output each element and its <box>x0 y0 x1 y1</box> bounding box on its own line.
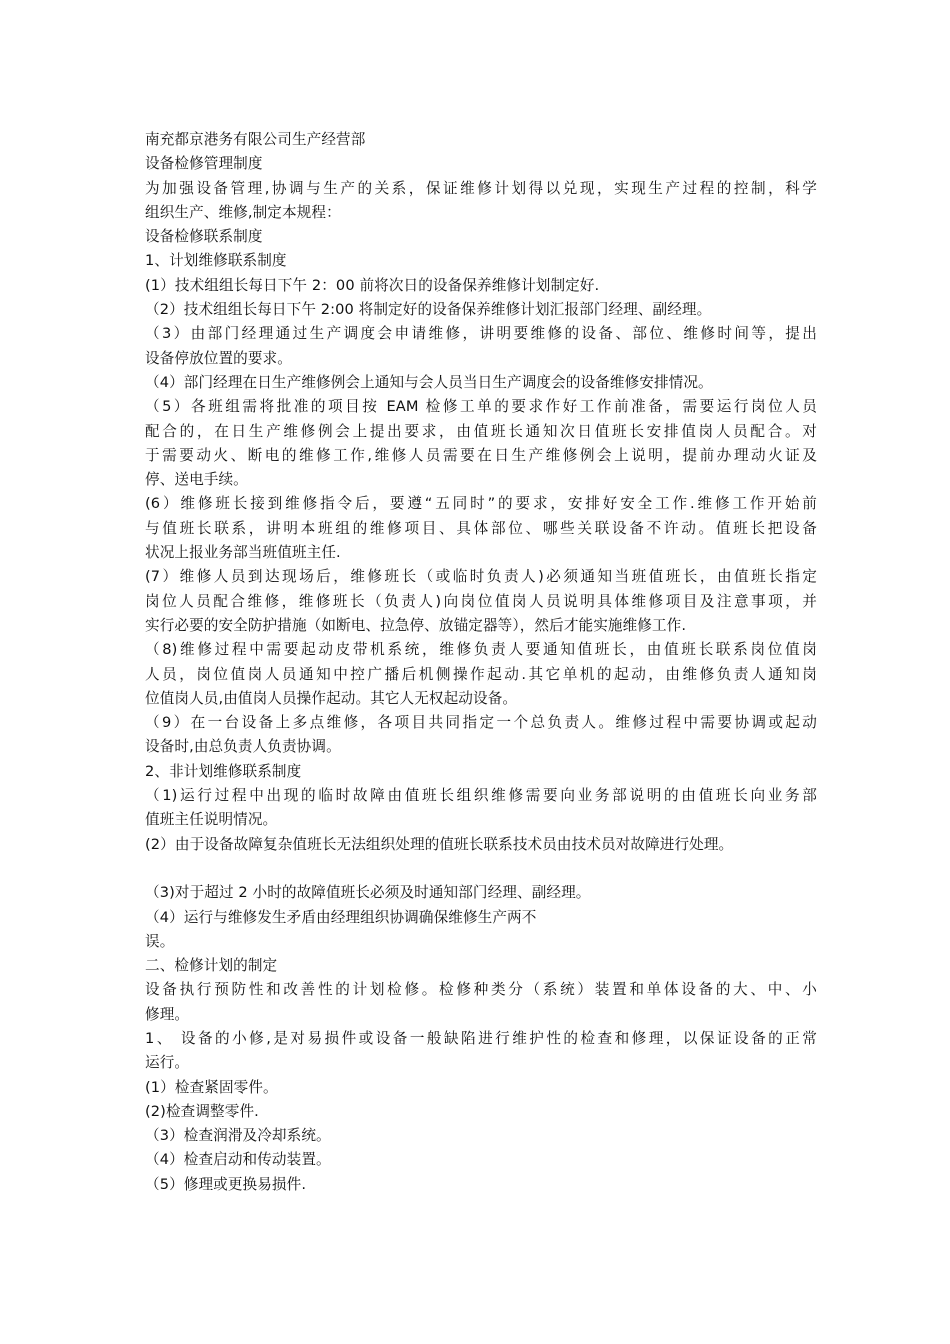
list-item-continuation: 岗位人员配合维修，维修班长（负责人)向岗位值岗人员说明具体维修项目及注意事项，并 <box>145 592 817 610</box>
list-item: （3)对于超过 2 小时的故障值班长必须及时通知部门经理、副经理。 <box>145 884 591 902</box>
list-item: (1）技术组组长每日下午 2：00 前将次日的设备保养维修计划制定好. <box>145 276 600 294</box>
list-item-continuation: 人员，岗位值岗人员通知中控广播后机侧操作起动.其它单机的起动，由维修负责人通知岗 <box>145 665 817 683</box>
list-item: 1、 设备的小修,是对易损件或设备一般缺陷进行维护性的检查和修理，以保证设备的正常 <box>145 1029 817 1047</box>
company-header: 南充都京港务有限公司生产经营部 <box>145 131 366 148</box>
list-item-continuation: 停、送电手续。 <box>145 471 248 489</box>
list-item-continuation: 于需要动火、断电的维修工作,维修人员需要在日生产维修例会上说明，提前办理动火证及 <box>145 446 817 464</box>
list-item: （2）技术组组长每日下午 2:00 将制定好的设备保养维修计划汇报部门经理、副经理。 <box>145 301 712 319</box>
list-item: (7）维修人员到达现场后，维修班长（或临时负责人)必须通知当班值班长，由值班长指定 <box>145 568 817 586</box>
list-item-continuation: 设备停放位置的要求。 <box>145 349 292 367</box>
list-item: (2)检查调整零件. <box>145 1102 259 1120</box>
paragraph-line: 修理。 <box>145 1005 190 1023</box>
list-item: (6）维修班长接到维修指令后，要遵“五同时”的要求，安排好安全工作.维修工作开始前 <box>145 495 817 513</box>
document-title: 设备检修管理制度 <box>145 155 263 173</box>
section-heading: 设备检修联系制度 <box>145 228 263 246</box>
list-item: （4）检查启动和传动装置。 <box>145 1151 331 1169</box>
list-item: (2）由于设备故障复杂值班长无法组织处理的值班长联系技术员由技术员对故障进行处理。 <box>145 835 734 853</box>
list-item-continuation: 位值岗人员,由值岗人员操作起动。其它人无权起动设备。 <box>145 689 518 707</box>
list-item-continuation: 设备时,由总负责人负责协调。 <box>145 738 341 756</box>
list-item: （8)维修过程中需要起动皮带机系统，维修负责人要通知值班长，由值班长联系岗位值岗 <box>145 641 817 659</box>
subsection-heading: 1、计划维修联系制度 <box>145 252 287 270</box>
list-item-continuation: 误。 <box>145 932 175 950</box>
list-item: （5）各班组需将批准的项目按 EAM 检修工单的要求作好工作前准备，需要运行岗位人员 <box>145 398 817 416</box>
list-item-continuation: 值班主任说明情况。 <box>145 811 278 829</box>
list-item: （4）部门经理在日生产维修例会上通知与会人员当日生产调度会的设备维修安排情况。 <box>145 373 713 391</box>
list-item: （3）由部门经理通过生产调度会申请维修，讲明要维修的设备、部位、维修时间等，提出 <box>145 325 817 343</box>
paragraph-line: 设备执行预防性和改善性的计划检修。检修种类分（系统）装置和单体设备的大、中、小 <box>145 981 817 999</box>
list-item: （4）运行与维修发生矛盾由经理组织协调确保维修生产两不 <box>145 908 537 926</box>
paragraph-line: 为加强设备管理,协调与生产的关系，保证维修计划得以兑现，实现生产过程的控制，科学 <box>145 179 817 197</box>
list-item-continuation: 实行必要的安全防护措施（如断电、拉急停、放锚定器等），然后才能实施维修工作. <box>145 616 687 634</box>
list-item: （9）在一台设备上多点维修，各项目共同指定一个总负责人。维修过程中需要协调或起动 <box>145 714 817 732</box>
section-heading: 二、检修计划的制定 <box>145 957 278 975</box>
list-item: (1）检查紧固零件。 <box>145 1078 278 1096</box>
list-item-continuation: 配合的，在日生产维修例会上提出要求，由值班长通知次日值班长安排值岗人员配合。对 <box>145 422 817 440</box>
list-item: （3）检查润滑及冷却系统。 <box>145 1127 331 1145</box>
blank-line <box>145 857 817 881</box>
subsection-heading: 2、非计划维修联系制度 <box>145 762 302 780</box>
list-item-continuation: 状况上报业务部当班值班主任. <box>145 544 341 562</box>
list-item-continuation: 运行。 <box>145 1054 190 1072</box>
list-item: （1)运行过程中出现的临时故障由值班长组织维修需要向业务部说明的由值班长向业务部 <box>145 787 817 805</box>
paragraph-line: 组织生产、维修,制定本规程： <box>145 203 341 221</box>
list-item: （5）修理或更换易损件. <box>145 1175 307 1193</box>
list-item-continuation: 与值班长联系，讲明本班组的维修项目、具体部位、哪些关联设备不许动。值班长把设备 <box>145 519 817 537</box>
document-body <box>145 128 817 1197</box>
